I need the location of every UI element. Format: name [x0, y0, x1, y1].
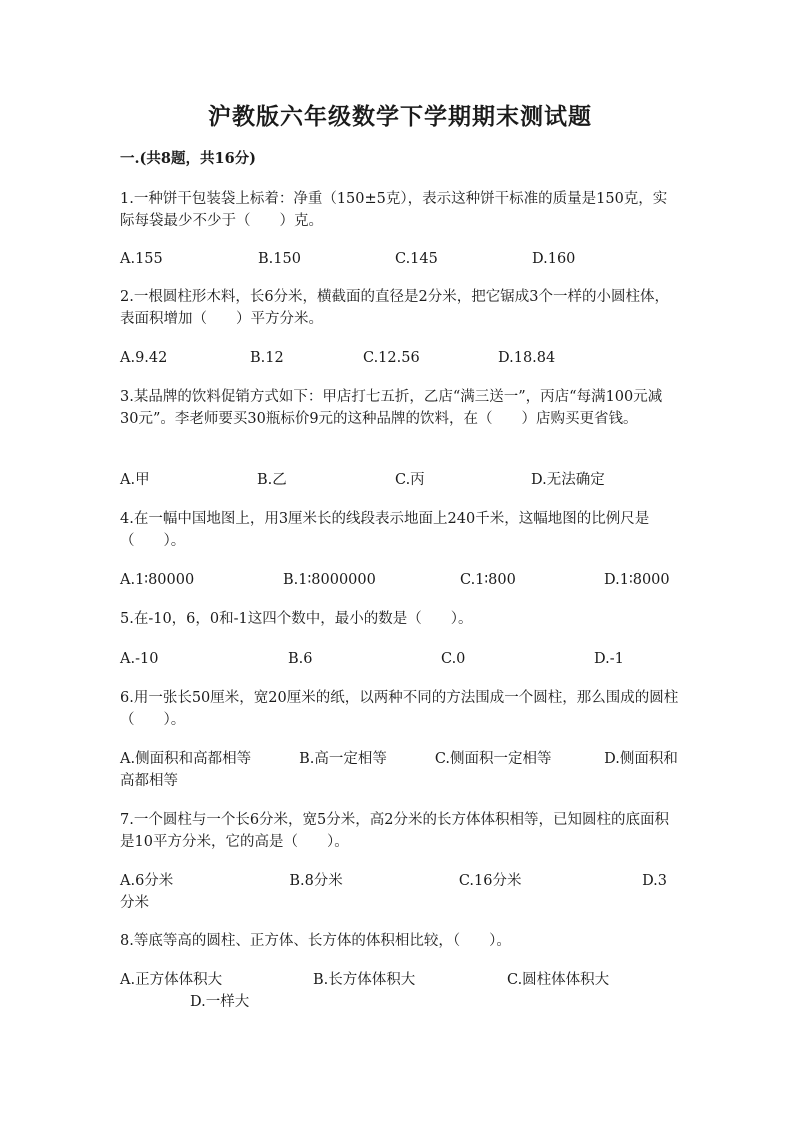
section-heading: 一.(共8题，共16分) [120, 150, 257, 167]
question-1-option-d[interactable]: D.160 [532, 251, 576, 267]
question-8-option-b[interactable]: B.长方体体积大 [313, 972, 416, 988]
question-5-option-d[interactable]: D.-1 [594, 651, 624, 667]
question-1-option-b[interactable]: B.150 [258, 251, 301, 267]
question-6-option-c[interactable]: C.侧面积一定相等 [434, 751, 552, 767]
question-6-option-a[interactable]: A.侧面积和高都相等 [120, 751, 252, 767]
question-4-option-a[interactable]: A.1∶80000 [120, 572, 195, 588]
question-8-option-d[interactable]: D.一样大 [190, 994, 250, 1010]
question-7-option-d[interactable]: D.3分米 [120, 873, 668, 911]
question-3-options [120, 469, 680, 491]
question-2-option-a[interactable]: A.9.42 [120, 350, 168, 366]
question-3-option-b[interactable]: B.乙 [257, 472, 287, 488]
question-2-stem: 2.一根圆柱形木料，长6分米，横截面的直径是2分米，把它锯成3个一样的小圆柱体，表面积增加（ ）平方分米。 [120, 289, 670, 327]
question-6-option-d[interactable]: D.侧面积和高都相等 [120, 751, 678, 789]
question-2-option-b[interactable]: B.12 [250, 350, 284, 366]
question-2-option-d[interactable]: D.18.84 [498, 350, 556, 366]
question-5-options [120, 648, 680, 670]
question-5-option-c[interactable]: C.0 [441, 651, 466, 667]
question-5-option-b[interactable]: B.6 [288, 651, 313, 667]
question-8-option-a[interactable]: A.正方体体积大 [120, 972, 223, 988]
question-4-option-b[interactable]: B.1∶8000000 [283, 572, 376, 588]
question-2-option-c[interactable]: C.12.56 [363, 350, 420, 366]
question-3-option-d[interactable]: D.无法确定 [531, 472, 605, 488]
question-6-stem: 6.用一张长50厘米，宽20厘米的纸，以两种不同的方法围成一个圆柱，那么围成的圆柱（ ）。 [120, 690, 679, 728]
question-2-options [120, 347, 680, 369]
page-title: 沪教版六年级数学下学期期末测试题 [208, 104, 592, 130]
question-1-stem: 1.一种饼干包装袋上标着：净重（150±5克），表示这种饼干标准的质量是150克，实际每袋最少不少于（ ）克。 [120, 191, 668, 229]
question-3-stem: 3.某品牌的饮料促销方式如下：甲店打七五折，乙店“满三送一”，丙店“每满100元减30元”。李老师要买30瓶标价9元的这种品牌的饮料，在（ ）店购买更省钱。 [120, 389, 663, 427]
question-8-option-c[interactable]: C.圆柱体体积大 [507, 972, 610, 988]
question-8-options [120, 969, 680, 1010]
question-1-options [120, 248, 680, 270]
question-4-option-c[interactable]: C.1∶800 [460, 572, 516, 588]
question-4-options [120, 569, 680, 591]
question-4-option-d[interactable]: D.1∶8000 [604, 572, 670, 588]
question-6-option-b[interactable]: B.高一定相等 [299, 751, 387, 767]
question-5-option-a[interactable]: A.-10 [120, 651, 159, 667]
question-7-option-a[interactable]: A.6分米 [120, 873, 174, 889]
question-1-option-c[interactable]: C.145 [395, 251, 438, 267]
question-1-option-a[interactable]: A.155 [120, 251, 163, 267]
question-3-option-a[interactable]: A.甲 [120, 472, 150, 488]
question-8-stem: 8.等底等高的圆柱、正方体、长方体的体积相比较，（ ）。 [120, 933, 511, 949]
question-3-option-c[interactable]: C.丙 [395, 472, 425, 488]
question-7-options [120, 870, 680, 914]
question-7-option-b[interactable]: B.8分米 [289, 873, 343, 889]
question-4-stem: 4.在一幅中国地图上，用3厘米长的线段表示地面上240千米，这幅地图的比例尺是（ ）。 [120, 511, 650, 549]
question-6-options [120, 748, 680, 792]
question-7-stem: 7.一个圆柱与一个长6分米，宽5分米，高2分米的长方体体积相等，已知圆柱的底面积是10平方分米，它的高是（ ）。 [120, 812, 670, 850]
question-5-stem: 5.在-10，6，0和-1这四个数中，最小的数是（ ）。 [120, 611, 473, 627]
question-7-option-c[interactable]: C.16分米 [458, 873, 522, 889]
